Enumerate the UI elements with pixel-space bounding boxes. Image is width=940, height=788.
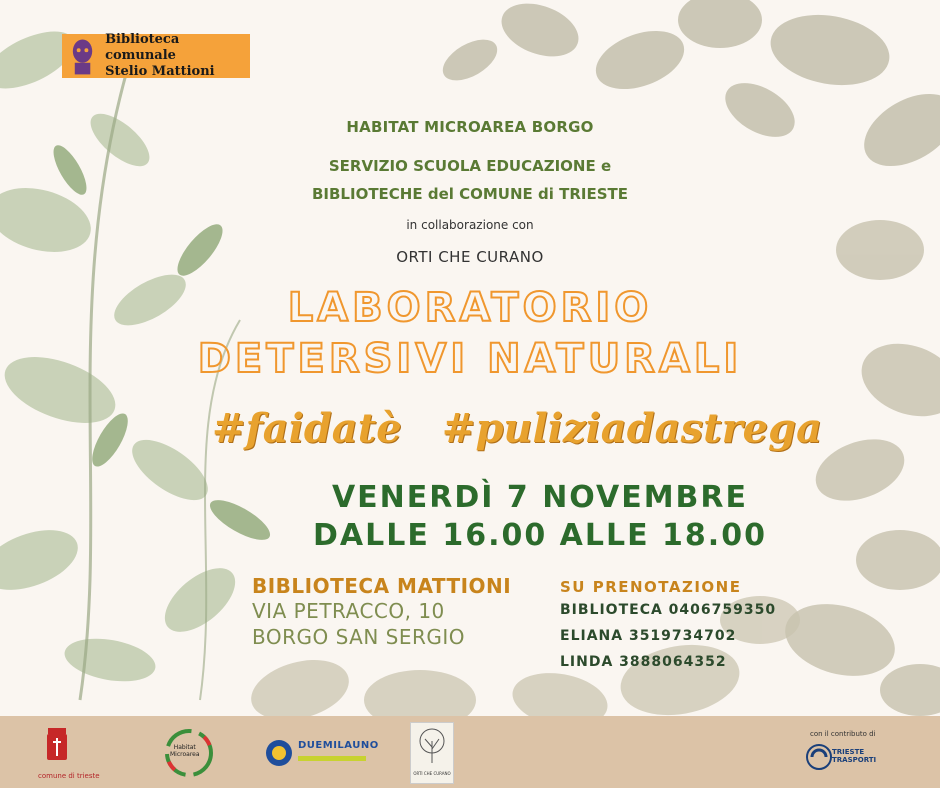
duemilauno-label: DUEMILAUNO bbox=[298, 740, 379, 751]
habitat-microarea-logo bbox=[158, 724, 228, 782]
booking-title: SU PRENOTAZIONE bbox=[560, 578, 742, 596]
booking-contact-linda: LINDA 3888064352 bbox=[560, 654, 727, 670]
trieste-trasporti-emblem-icon bbox=[806, 744, 832, 770]
trieste-trasporti-logo bbox=[806, 742, 886, 778]
trieste-trasporti-label bbox=[832, 748, 876, 764]
duemilauno-underline bbox=[298, 756, 366, 761]
trieste-trasporti-label-2: TRASPORTI bbox=[832, 756, 877, 764]
orti-label: ORTI CHE CURANO bbox=[413, 771, 451, 776]
comune-label: comune di trieste bbox=[38, 772, 100, 780]
organizer-line-2: SERVIZIO SCUOLA EDUCAZIONE e bbox=[328, 157, 612, 175]
event-date: VENERDÌ 7 NOVEMBRE bbox=[331, 480, 749, 515]
venue-block bbox=[252, 574, 511, 650]
venue-district: BORGO SAN SERGIO bbox=[252, 625, 466, 649]
hashtag-faidate: #faidatè bbox=[212, 405, 402, 452]
habitat-label bbox=[170, 744, 200, 758]
partner-name: ORTI CHE CURANO bbox=[396, 248, 544, 266]
hashtags bbox=[212, 405, 822, 452]
habitat-label-2: Microarea bbox=[170, 751, 200, 758]
tree-icon bbox=[415, 727, 449, 765]
orti-che-curano-logo bbox=[410, 722, 454, 784]
organizer-block bbox=[240, 152, 700, 208]
logo-line-2: Stelio Mattioni bbox=[105, 64, 215, 79]
trieste-trasporti-label-1: TRIESTE bbox=[832, 748, 865, 756]
duemilauno-emblem-icon bbox=[264, 738, 294, 768]
event-time: DALLE 16.00 ALLE 18.00 bbox=[313, 518, 767, 553]
logo-text bbox=[105, 32, 250, 80]
habitat-label-1: Habitat bbox=[173, 744, 196, 751]
library-logo bbox=[62, 34, 250, 78]
comune-trieste-logo bbox=[38, 724, 98, 784]
collaboration-label: in collaborazione con bbox=[406, 218, 534, 232]
coat-of-arms-icon bbox=[46, 728, 68, 768]
venue-name: BIBLIOTECA MATTIONI bbox=[252, 574, 512, 598]
organizer-line-3: BIBLIOTECHE del COMUNE di TRIESTE bbox=[311, 185, 628, 203]
sponsor-footer bbox=[0, 716, 940, 788]
contribution-label: con il contributo di bbox=[810, 730, 876, 738]
booking-contact-library: BIBLIOTECA 0406759350 bbox=[560, 602, 777, 618]
venue-street: VIA PETRACCO, 10 bbox=[252, 599, 445, 623]
event-title-line-1: LABORATORIO bbox=[287, 285, 653, 331]
hashtag-puliziadastrega: #puliziadastrega bbox=[441, 405, 822, 452]
duemilauno-logo bbox=[264, 736, 379, 772]
portrait-icon bbox=[68, 37, 97, 75]
logo-line-1: Biblioteca comunale bbox=[105, 32, 180, 63]
event-title-line-2: DETERSIVI NATURALI bbox=[197, 336, 743, 382]
booking-block bbox=[560, 577, 776, 675]
organizer-line-1: HABITAT MICROAREA BORGO bbox=[346, 118, 594, 136]
booking-contact-eliana: ELIANA 3519734702 bbox=[560, 628, 737, 644]
